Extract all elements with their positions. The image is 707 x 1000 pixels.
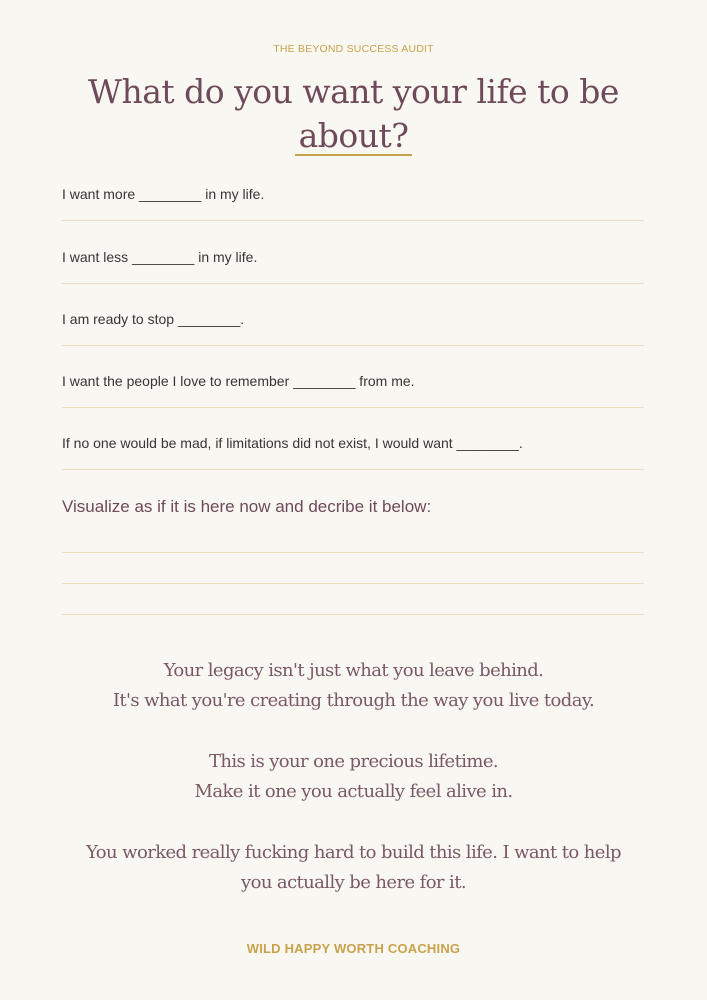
- prompt-remember[interactable]: I want the people I love to remember ________ from me.: [62, 373, 644, 408]
- eyebrow-title: THE BEYOND SUCCESS AUDIT: [273, 43, 434, 55]
- prompt-less[interactable]: I want less ________ in my life.: [62, 249, 644, 284]
- page-title: [0, 70, 707, 158]
- visualize-label: Visualize as if it is here now and decribe it below:: [62, 497, 432, 516]
- quote-legacy: [0, 656, 707, 716]
- quote-lifetime-line2: Make it one you actually feel alive in.: [194, 781, 513, 802]
- quote-worked-hard: [0, 838, 707, 898]
- prompt-more[interactable]: I want more ________ in my life.: [62, 186, 644, 221]
- quote-legacy-line2: It's what you're creating through the way you live today.: [112, 690, 595, 711]
- writing-line-2[interactable]: [62, 583, 644, 584]
- quote-legacy-line1: Your legacy isn't just what you leave behind.: [163, 660, 544, 681]
- quote-worked-hard-line2: you actually be here for it.: [241, 872, 466, 893]
- prompt-stop[interactable]: I am ready to stop ________.: [62, 311, 644, 346]
- page-title-line1: What do you want your life to be: [88, 72, 619, 111]
- footer-brand: WILD HAPPY WORTH COACHING: [246, 941, 461, 956]
- prompt-want[interactable]: If no one would be mad, if limitations did not exist, I would want ________.: [62, 435, 644, 470]
- quote-worked-hard-line1: You worked really fucking hard to build this life. I want to help: [86, 842, 621, 863]
- quote-lifetime-line1: This is your one precious lifetime.: [208, 751, 499, 772]
- writing-line-1[interactable]: [62, 552, 644, 553]
- writing-line-3[interactable]: [62, 614, 644, 615]
- quote-lifetime: [0, 747, 707, 807]
- page-title-line2: about?: [295, 118, 413, 156]
